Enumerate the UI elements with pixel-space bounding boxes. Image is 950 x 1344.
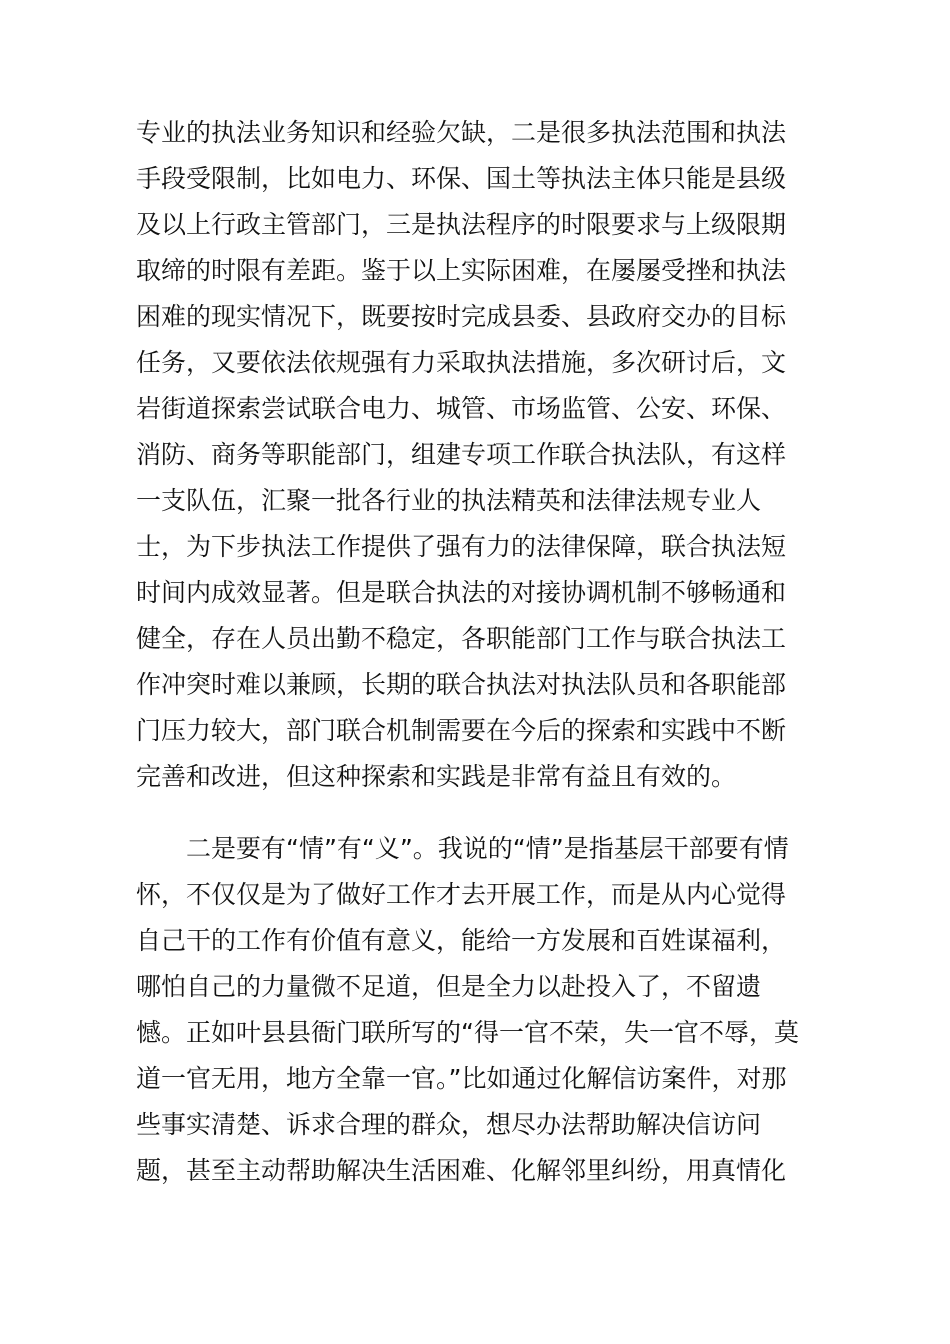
text-line: 消防、商务等职能部门，组建专项工作联合执法队，有这样: [136, 440, 787, 469]
text-line: 士，为下步执法工作提供了强有力的法律保障，联合执法短: [136, 532, 787, 561]
text-line: 及以上行政主管部门，三是执法程序的时限要求与上级限期: [136, 210, 787, 239]
text-line: 岩街道探索尝试联合电力、城管、市场监管、公安、环保、: [136, 394, 787, 423]
text-line: 一支队伍，汇聚一批各行业的执法精英和法律法规专业人: [136, 486, 762, 515]
text-line: 门压力较大，部门联合机制需要在今后的探索和实践中不断: [136, 716, 787, 745]
text-line: 时间内成效显著。但是联合执法的对接协调机制不够畅通和: [136, 578, 787, 607]
text-line: 任务，又要依法依规强有力采取执法措施，多次研讨后，文: [136, 348, 787, 377]
text-line: 道一官无用，地方全靠一官。”比如通过化解信访案件，对那: [136, 1064, 787, 1093]
text-line: 题，甚至主动帮助解决生活困难、化解邻里纠纷，用真情化: [136, 1156, 787, 1185]
text-line: 哪怕自己的力量微不足道，但是全力以赴投入了，不留遗: [136, 972, 762, 1001]
text-line: 自己干的工作有价值有意义，能给一方发展和百姓谋福利，: [136, 926, 787, 955]
paragraph-1: [136, 110, 816, 800]
text-line: 取缔的时限有差距。鉴于以上实际困难，在屡屡受挫和执法: [136, 256, 787, 285]
text-line: 困难的现实情况下，既要按时完成县委、县政府交办的目标: [136, 302, 787, 331]
text-line: 怀，不仅仅是为了做好工作才去开展工作，而是从内心觉得: [136, 880, 787, 909]
text-line: 作冲突时难以兼顾，长期的联合执法对执法队员和各职能部: [136, 670, 787, 699]
text-line: 专业的执法业务知识和经验欠缺，二是很多执法范围和执法: [136, 118, 787, 147]
text-line: 手段受限制，比如电力、环保、国土等执法主体只能是县级: [136, 164, 787, 193]
text-line: 二是要有“情”有“义”。我说的“情”是指基层干部要有情: [186, 834, 789, 863]
text-line: 憾。正如叶县县衙门联所写的“得一官不荣，失一官不辱，莫: [136, 1018, 799, 1047]
text-line: 健全，存在人员出勤不稳定，各职能部门工作与联合执法工: [136, 624, 787, 653]
text-line: 些事实清楚、诉求合理的群众，想尽办法帮助解决信访问: [136, 1110, 762, 1139]
text-line: 完善和改进，但这种探索和实践是非常有益且有效的。: [136, 762, 737, 791]
paragraph-2: [136, 826, 816, 1194]
